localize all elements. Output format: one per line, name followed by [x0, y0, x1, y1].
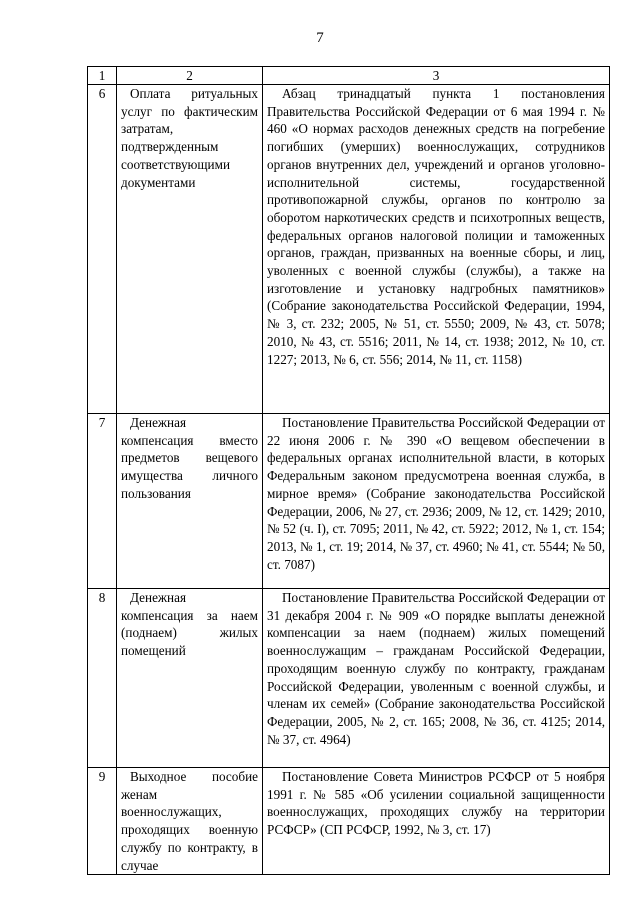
- legal-basis-text: Постановление Правительства Российской Федерации от 22 июня 2006 г. № 390 «О вещевом обеспечении в федеральных органах исполнительной власти, в которых Федеральным законом предусмотрена военная служба, в мирное время» (Собрание законодательства Российской Федерации, 2006, № 27, ст. 2936; 2009, № 12, ст. 1429; 2010, № 52 (ч. I), ст. 7095; 2011, № 42, ст. 5922; 2012, № 1, ст. 154; 2013, № 1, ст. 19; 2014, № 37, ст. 4960; № 41, ст. 5544; № 50, ст. 7087): [263, 414, 610, 589]
- row-number: 9: [88, 768, 117, 875]
- column-header-3: 3: [263, 67, 610, 85]
- payment-name: Денежная компенсация вместо предметов вещевого имущества личного пользования: [117, 414, 263, 589]
- payment-name: Денежная компенсация за наем (поднаем) жилых помещений: [117, 589, 263, 768]
- legal-basis-table: [87, 66, 610, 875]
- legal-basis-text: Постановление Правительства Российской Федерации от 31 декабря 2004 г. № 909 «О порядке выплаты денежной компенсации за наем (поднаем) жилых помещений военнослужащим – гражданам Российской Федерации, проходящим военную службу по контракту, гражданам Российской Федерации, уволенным с военной службы, и членам их семей» (Собрание законодательства Российской Федерации, 2005, № 2, ст. 165; 2008, № 36, ст. 4125; 2014, № 37, ст. 4964): [263, 589, 610, 768]
- payment-name: Оплата ритуальных услуг по фактическим затратам, подтвержденным соответствующими документами: [117, 85, 263, 414]
- table-row: [88, 589, 610, 768]
- table-row: [88, 768, 610, 875]
- table-row: [88, 85, 610, 414]
- column-header-1: 1: [88, 67, 117, 85]
- legal-basis-text: Постановление Совета Министров РСФСР от 5 ноября 1991 г. № 585 «Об усилении социальной защищенности военнослужащих, проходящих службу на территории РСФСР» (СП РСФСР, 1992, № 3, ст. 17): [263, 768, 610, 875]
- page-number: 7: [316, 30, 324, 46]
- row-number: 8: [88, 589, 117, 768]
- row-number: 6: [88, 85, 117, 414]
- legal-basis-text: Абзац тринадцатый пункта 1 постановления Правительства Российской Федерации от 6 мая 1994 г. № 460 «О нормах расходов денежных средств на погребение погибших (умерших) военнослужащих, сотрудников органов внутренних дел, учреждений и органов уголовно-исполнительной системы, государственной противопожарной службы, органов по контролю за оборотом наркотических средств и психотропных веществ, федеральных органов налоговой полиции и таможенных органов, граждан, призванных на военные сборы, и лиц, уволенных с военной службы (службы), а также на изготовление и установку надгробных памятников» (Собрание законодательства Российской Федерации, 1994, № 3, ст. 232; 2005, № 51, ст. 5550; 2009, № 43, ст. 5078; 2010, № 43, ст. 5516; 2011, № 14, ст. 1938; 2012, № 10, ст. 1227; 2013, № 6, ст. 556; 2014, № 11, ст. 1158): [263, 85, 610, 414]
- column-header-2: 2: [117, 67, 263, 85]
- table-header-row: [88, 67, 610, 85]
- payment-name: Выходное пособие женам военнослужащих, проходящих военную службу по контракту, в случае: [117, 768, 263, 875]
- table-row: [88, 414, 610, 589]
- row-number: 7: [88, 414, 117, 589]
